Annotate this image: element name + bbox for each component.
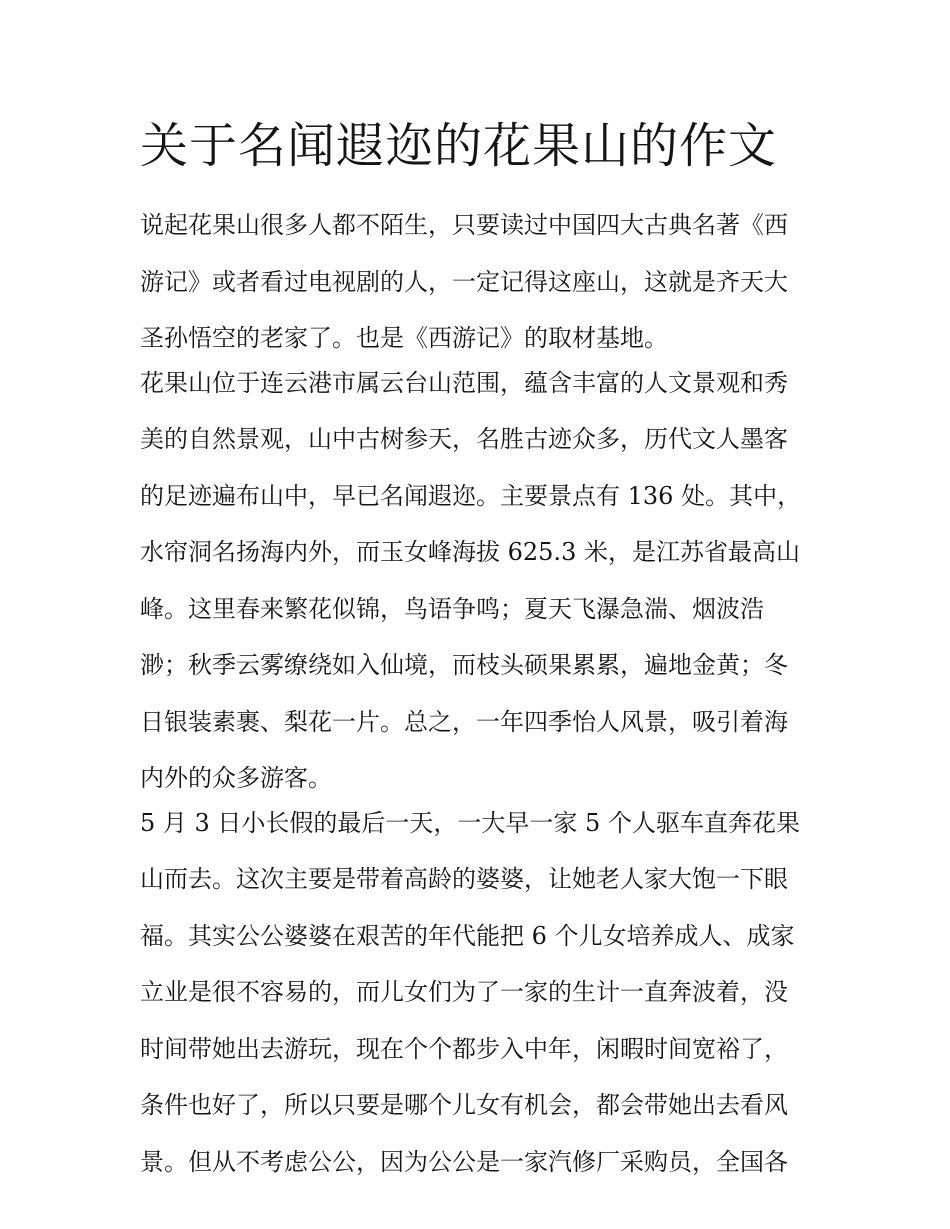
text-line: 美的自然景观，山中古树参天，名胜古迹众多，历代文人墨客 — [140, 425, 788, 453]
text-line: 立业是很不容易的，而儿女们为了一家的生计一直奔波着，没 — [140, 978, 788, 1006]
document-body — [140, 206, 818, 1199]
text-line: 条件也好了，所以只要是哪个儿女有机会，都会带她出去看风 — [140, 1091, 788, 1119]
text-line: 花果山位于连云港市属云台山范围，蕴含丰富的人文景观和秀 — [140, 368, 788, 397]
paragraph-3 — [140, 804, 818, 1181]
text-line: 游记》或者看过电视剧的人，一定记得这座山，这就是齐天大 — [140, 267, 788, 296]
text-line: 5 月 3 日小长假的最后一天，一大早一家 5 个人驱车直奔花果 — [140, 808, 800, 837]
text-line: 水帘洞名扬海内外，而玉女峰海拔 625.3 米，是江苏省最高山 — [140, 538, 800, 566]
text-line: 山而去。这次主要是带着高龄的婆婆，让她老人家大饱一下眼 — [140, 865, 788, 893]
text-line: 内外的众多游客。 — [140, 764, 332, 792]
text-line: 的足迹遍布山中，早已名闻遐迩。主要景点有 136 处。其中， — [140, 481, 802, 510]
paragraph-1 — [140, 206, 818, 357]
text-line: 渺；秋季云雾缭绕如入仙境，而枝头硕果累累，遍地金黄；冬 — [140, 651, 788, 679]
text-line: 日银装素裹、梨花一片。总之，一年四季怡人风景，吸引着海 — [140, 707, 788, 736]
document-title: 关于名闻遐迩的花果山的作文 — [140, 118, 778, 174]
text-line: 说起花果山很多人都不陌生，只要读过中国四大古典名著《西 — [140, 211, 788, 239]
text-line: 时间带她出去游玩，现在个个都步入中年，闲暇时间宽裕了， — [140, 1034, 788, 1063]
text-line: 福。其实公公婆婆在艰苦的年代能把 6 个儿女培养成人、成家 — [140, 921, 795, 950]
text-line: 景。但从不考虑公公，因为公公是一家汽修厂采购员，全国各 — [140, 1147, 788, 1176]
paragraph-2 — [140, 364, 818, 798]
text-line: 圣孙悟空的老家了。也是《西游记》的取材基地。 — [140, 324, 668, 352]
text-line: 峰。这里春来繁花似锦，鸟语争鸣；夏天飞瀑急湍、烟波浩 — [140, 594, 764, 623]
